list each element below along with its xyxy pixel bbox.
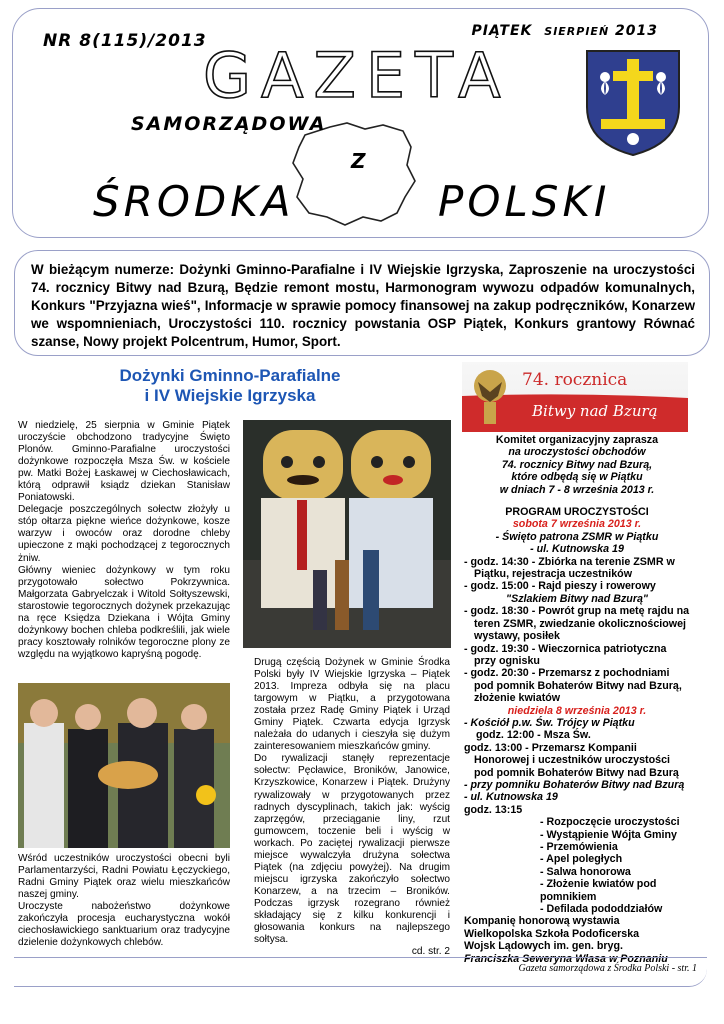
banner-line2: Bitwy nad Bzurą xyxy=(532,402,658,420)
harvest-straw-figures-photo xyxy=(243,420,451,648)
intro-line: w dniach 7 - 8 września 2013 r. xyxy=(499,483,655,496)
closing-line: Wojsk Lądowych im. gen. bryg. xyxy=(464,940,623,953)
day1-place: - Święto patrona ZSMR w Piątku xyxy=(495,530,659,543)
article-title xyxy=(60,366,400,406)
article-column-2 xyxy=(254,657,450,958)
page-footer xyxy=(14,957,707,987)
title-srodka: ŚRODKA xyxy=(93,177,295,226)
photo-caption xyxy=(18,853,230,949)
date-year: 2013 xyxy=(615,23,658,39)
ceremony-step: - Złożenie kwiatów pod pomnikiem xyxy=(540,878,657,903)
day2-place: - Kościół p.w. Św. Trójcy w Piątku xyxy=(464,716,635,729)
ceremony-program xyxy=(464,434,690,965)
anniversary-banner xyxy=(462,362,688,432)
program-heading: PROGRAM UROCZYSTOŚCI xyxy=(505,506,649,519)
paragraph: Delegacje poszczególnych sołectw złożyły u stóp ołtarza piękne wieńce dożynkowe, kosze warzyw i owoców oraz dorodne chleby upieczone z mąki pochodzącej z tegorocznych żniw. xyxy=(18,504,230,564)
intro-line: 74. rocznicy Bitwy nad Bzurą, xyxy=(501,458,653,471)
program-item: - godz. 20:30 - Przemarsz z pochodniami pod pomnik Bohaterów Bitwy nad Bzurą, złożenie kwiatów xyxy=(464,667,682,705)
intro-line: Komitet organizacyjny zaprasza xyxy=(495,434,659,446)
closing-line: Wielkopolska Szkoła Podoficerska xyxy=(464,927,640,940)
paragraph: Uroczyste nabożeństwo dożynkowe zakończyła procesja eucharystyczna wokół ciechosławickiego sanktuarium oraz tradycyjne dzielenie dożynkowych chlebów. xyxy=(18,901,230,949)
issue-number: NR 8(115)/2013 xyxy=(43,31,207,51)
program-item: godz. 13:00 - Przemarsz Kompanii Honorowej i uczestników uroczystości pod pomnik Bohaterów Bitwy nad Bzurą xyxy=(464,741,679,779)
program-item: - godz. 18:30 - Powrót grup na metę rajdu na teren ZSMR, zwiedzanie okolicznościowej wystawy, posiłek xyxy=(464,605,690,643)
date-day: PIĄTEK xyxy=(471,23,533,39)
banner-line1: 74. rocznica xyxy=(522,370,628,390)
paragraph: Do rywalizacji stanęły reprezentacje sołectw: Pęcławice, Broników, Janowice, Krzyszkowice, Konarzew i Piątek. Drużyny rywalizowały w przygotowanych przez radnych dyscyplinach, takich jak: wyścig zaprzęgów, przeciąganie liny, rzut gumowcem, toczenie beli i wyścig w workach. Po zaciętej rywalizacji pierwsze miejsce wywalczyła drużyna sołectwa Piątek (na zdjęciu powyżej). Na drugim miejscu igrzyska zakończyło sołectwo Konarzew, a na trzecim – Broników. Podczas igrzysk rozegrano również składający się z kilku konkurencji i głosowania konkurs na najlepszego sołtysa. xyxy=(254,753,450,946)
article-column-1 xyxy=(18,420,230,661)
ceremony-step: - Apel poległych xyxy=(540,853,623,866)
intro-line: które odbędą się w Piątku xyxy=(511,471,643,484)
officials-with-bread-photo xyxy=(18,683,230,848)
program-item: godz. 12:00 - Msza Św. xyxy=(476,729,591,742)
ceremony-step: - Przemówienia xyxy=(540,841,618,853)
masthead xyxy=(12,8,709,238)
ceremony-step: - Rozpoczęcie uroczystości xyxy=(540,816,680,829)
program-item: - godz. 15:00 - Rajd pieszy i rowerowy xyxy=(464,580,656,593)
time-1315: godz. 13:15 xyxy=(464,803,523,816)
day2-date: niedziela 8 września 2013 r. xyxy=(507,704,647,717)
rally-name: "Szlakiem Bitwy nad Bzurą" xyxy=(506,592,648,605)
title-gazeta: GAZETA xyxy=(203,39,511,112)
title-z: Z xyxy=(351,149,366,173)
day1-date: sobota 7 września 2013 r. xyxy=(512,518,642,531)
in-this-issue-box: W bieżącym numerze: Dożynki Gminno-Parafialne i IV Wiejskie Igrzyska, Zaproszenie na uroczystości 74. rocznicy Bitwy nad Bzurą, Będzie remont mostu, Harmonogram wywozu odpadów komunalnych, Konkurs "Przyjazna wieś", Informacje w sprawie pomocy finansowej na zakup podręczników, Konarzew we wspomnieniach, Uroczystości 110. rocznicy powstania OSP Piątek, Konkurs grantowy Równać szanse, Nowy projekt Polcentrum, Humor, Sport. xyxy=(14,250,710,356)
program-item: - godz. 19:30 - Wieczornica patriotyczna przy ognisku xyxy=(464,642,667,667)
paragraph: Drugą częścią Dożynek w Gminie Środka Polski były IV Wiejskie Igrzyska – Piątek 2013. Impreza odbyła się na placu targowym w Piątku, a przygotowana została przez Radę Gminy Piątek i Urząd Gminy Piątek. Czwarta edycja Igrzysk należała do udanych i cieszyła się dużym zainteresowaniem mieszkańców gminy. xyxy=(254,657,450,753)
day2-place2: - przy pomniku Bohaterów Bitwy nad Bzurą - ul. Kutnowska 19 xyxy=(464,778,685,804)
paragraph: Wśród uczestników uroczystości obecni byli Parlamentarzyści, Radni Powiatu Łęczyckiego, Radni Gminy Piątek oraz wielu mieszkańców naszej gminy. xyxy=(18,853,230,901)
date-month: SIERPIEŃ xyxy=(544,25,610,38)
title-samorzadowa: SAMORZĄDOWA xyxy=(131,113,327,135)
program-item: - godz. 14:30 - Zbiórka na terenie ZSMR w Piątku, rejestracja uczestników xyxy=(464,555,675,581)
title-polski: POLSKI xyxy=(438,177,611,226)
closing-line: Franciszka Seweryna Własa w Poznaniu xyxy=(464,952,668,965)
intro-line: na uroczystości obchodów xyxy=(508,446,646,459)
closing-line: Kompanię honorową wystawia xyxy=(464,915,620,928)
issue-date xyxy=(471,23,658,39)
continued-on-page: cd. str. 2 xyxy=(411,946,450,958)
day1-address: - ul. Kutnowska 19 xyxy=(530,543,624,556)
article-title-line1: Dożynki Gminno-Parafialne xyxy=(119,366,341,385)
paragraph: Główny wieniec dożynkowy w tym roku przygotowało sołectwo Pokrzywnica. Małgorzata Gabryelczak i Witold Sołtyszewski, starostowie tegorocznych dożynek przekazując na ręce Księdza Dziekana i Wójta Gminy dożynkowy bochen chleba podkreślili, jak wiele pracy kosztowały rolników tegoroczne plony ze względu na wyjątkowo kapryśną pogodę. xyxy=(18,564,230,660)
coat-of-arms-icon xyxy=(583,47,683,159)
paragraph: W niedzielę, 25 sierpnia w Gminie Piątek uroczyście obchodzono tradycyjne Święto Plonów. Gminno-Parafialne uroczystości dożynkowe rozpoczęła Msza Św. w kościele pw. Matki Bożej Łaskawej w Ciechosławicach, którą odprawił ksiądz dziekan Stanisław Poniatowski. xyxy=(18,420,230,504)
ceremony-step: - Wystąpienie Wójta Gminy xyxy=(540,828,677,841)
article-title-line2: i IV Wiejskie Igrzyska xyxy=(144,386,316,405)
footer-text: Gazeta samorządowa z Środka Polski - str. 1 xyxy=(518,963,697,974)
ceremony-step: - Defilada pododdziałów xyxy=(540,903,663,916)
ceremony-step: - Salwa honorowa xyxy=(540,865,631,878)
